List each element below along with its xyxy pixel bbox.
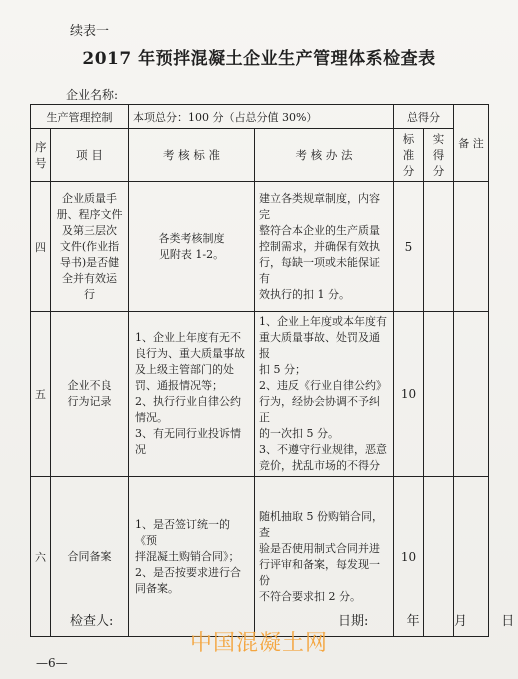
section-score: 本项总分：100 分（占总分值 30%） [129, 105, 394, 129]
page-number: —6— [36, 656, 68, 670]
col-actual-score-header: 实得分 [424, 129, 454, 182]
row-standard: 1、是否签订统一的《预 拌混凝土购销合同》； 2、是否按要求进行合 同备案。 [129, 477, 255, 637]
row-method: 1、企业上年度或本年度有 重大质量事故、处罚及通报 扣 5 分； 2、违反《行业自律公约》 行为，经协会协调不予纠正 的一次扣 5 分。 3、不遵守行业规律，恶意 竞价，扰乱市场的不得分 [255, 312, 394, 477]
row-method: 随机抽取 5 份购销合同，查 验是否使用制式合同并进 行评审和备案，每发现一份 不符合要求扣 2 分。 [255, 477, 394, 637]
row-item: 合同备案 [51, 477, 129, 637]
date-day: 日 [501, 614, 515, 629]
table-row [31, 312, 489, 477]
row-std-score: 5 [394, 182, 424, 312]
row-seq: 四 [31, 182, 51, 312]
section-label: 生产管理控制 [31, 105, 129, 129]
row-actual-score [424, 182, 454, 312]
watermark-text: 中国混凝土网 [189, 631, 328, 656]
total-score-label: 总得分 [394, 105, 454, 129]
page-title: 2017 年预拌混凝土企业生产管理体系检查表 [82, 49, 436, 69]
row-std-score: 10 [394, 312, 424, 477]
section-header-row [31, 105, 489, 129]
inspection-table [30, 104, 489, 637]
date-label: 日期: [338, 614, 369, 629]
remarks-header: 备 注 [454, 105, 489, 182]
date-month: 月 [453, 614, 467, 629]
table-row [31, 182, 489, 312]
row-seq: 六 [31, 477, 51, 637]
col-item-header: 项 目 [51, 129, 129, 182]
company-name-label: 企业名称: [66, 88, 119, 102]
row-seq: 五 [31, 312, 51, 477]
col-standard-header: 考 核 标 准 [129, 129, 255, 182]
row-standard: 各类考核制度 见附表 1-2。 [129, 182, 255, 312]
col-std-score-header: 标准分 [394, 129, 424, 182]
col-seq-header: 序号 [31, 129, 51, 182]
continued-label: 续表一 [70, 24, 110, 39]
date-year: 年 [406, 614, 420, 629]
row-remarks [454, 182, 489, 312]
row-remarks [454, 312, 489, 477]
row-method: 建立各类规章制度，内容完 整符合本企业的生产质量 控制需求，并确保有效执 行，每缺一项或未能保证有 效执行的扣 1 分。 [255, 182, 394, 312]
column-header-row [31, 129, 489, 182]
row-item: 企业不良 行为记录 [51, 312, 129, 477]
row-std-score: 10 [394, 477, 424, 637]
row-standard: 1、企业上年度有无不 良行为、重大质量事故 及上级主管部门的处 罚、通报情况等； 2、执行行业自律公约 情况。 3、有无同行业投诉情 况 [129, 312, 255, 477]
col-method-header: 考 核 办 法 [255, 129, 394, 182]
row-actual-score [424, 312, 454, 477]
inspector-label: 检查人: [70, 614, 114, 629]
row-item: 企业质量手 册、程序文件 及第三层次 文件(作业指 导书)是否健 全并有效运 行 [51, 182, 129, 312]
